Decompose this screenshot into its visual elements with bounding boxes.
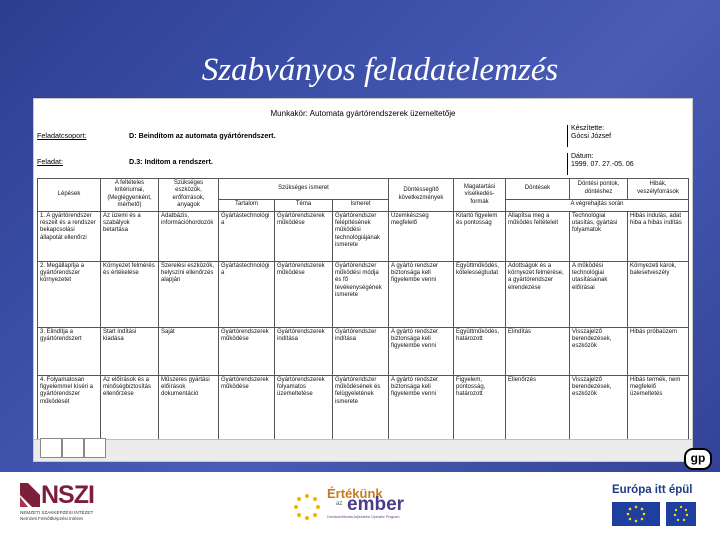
gp-badge: gp: [684, 448, 712, 470]
cell-magatartas: Együttműködés, kötelességtudat: [454, 261, 506, 327]
cell-dontes: Állapítsa meg a működés feltételeit: [506, 211, 570, 261]
cell-tartalom: Gyártórendszerek működése: [219, 327, 275, 375]
nszi-subtitle-2: Nemzeti Felnőttképzési Intézet: [20, 516, 83, 521]
sheet-bottom-strip: [34, 439, 692, 462]
cell-ismeret: Gyártórendszer működésének és felügyeletének ismerete: [333, 375, 389, 451]
col-dontesi-pontok: Döntési pontok, döntéshez: [570, 179, 628, 200]
az-text: az: [336, 501, 343, 507]
col-lepesek: Lépések: [38, 179, 101, 212]
cell-lepes: 3. Elindítja a gyártórendszert: [38, 327, 101, 375]
col-dontessegito: Döntéssegítő következmények: [389, 179, 454, 212]
cell-tema: Gyártórendszerek indítása: [275, 327, 333, 375]
cell-ismeret: Gyártórendszer felépítésének mûködési technológiájának ismerete: [333, 211, 389, 261]
cell-tema: Gyártórendszerek működése: [275, 261, 333, 327]
col-eszkozok: Szükséges eszközök, erőforrások, anyagok: [159, 179, 219, 212]
cell-kovetkezmeny: Üzemkészség megfelelő: [389, 211, 454, 261]
cell-lepes: 1. A gyártórendszer részeit és a rendszer bekapcsolási állapotát ellenőrzi: [38, 211, 101, 261]
datum-label: Dátum:: [571, 153, 594, 160]
embedded-logo-right: [84, 438, 106, 458]
cell-kovetkezmeny: A gyártó rendszer biztonsága kell figyelembe venni: [389, 261, 454, 327]
cell-ismeret: Gyártórendszer működési módja és fő tevékenységének ismerete: [333, 261, 389, 327]
cell-feltetel: Az üzemi és a szabályok betartása: [101, 211, 159, 261]
feladat-line: [37, 157, 437, 167]
cell-hiba: Környezeti károk, balesetveszély: [628, 261, 689, 327]
keszitette-value: Gócsi József: [571, 133, 612, 140]
nszi-logo-text: NSZI: [41, 481, 94, 509]
footer-band: [0, 472, 720, 540]
cell-dontes: Adottságok és a környezet felmérése, a gyártórendszer elrendezése: [506, 261, 570, 327]
europa-itt-epul-text: Európa itt épül: [612, 484, 693, 496]
cell-magatartas: Figyelem, pontosság, határozott: [454, 375, 506, 451]
slide-title: Szabványos feladatelemzés: [201, 52, 559, 88]
cell-tartalom: Gyártástechnológia: [219, 261, 275, 327]
cell-feltetel: Az előírások és a minőségbiztosítás ellenőrzése: [101, 375, 159, 451]
cell-lepes: 2. Megállapítja a gyártórendszer környezetet: [38, 261, 101, 327]
col-ismeret: Ismeret: [333, 199, 389, 211]
cell-tema: Gyártórendszerek folyamatos üzemeltetése: [275, 375, 333, 451]
nszi-mark-icon: [20, 483, 40, 507]
col-feltetelek: A feltételes kritériumai, (Meglégyenként, mérhető): [101, 179, 159, 212]
nszi-subtitle: [20, 510, 93, 522]
col-magatartas: Magatartási viselkedés-formák: [454, 179, 506, 212]
feladatcsoport-value: D: Beindítom az automata gyártórendszert.: [129, 131, 276, 140]
cell-tema: Gyártórendszerek működése: [275, 211, 333, 261]
cell-dontesi: A működési technológiai utasításainak előírásai: [570, 261, 628, 327]
cell-eszkoz: Műszeres gyártási előírások dokumentáció: [159, 375, 219, 451]
ertekunk-text: Értékünk: [327, 486, 383, 501]
datum-box: [567, 153, 691, 175]
col-szukseges-ismeret: Szükséges ismeret: [219, 179, 389, 200]
cell-kovetkezmeny: A gyártó rendszer biztonsága kell figyelembe venni: [389, 327, 454, 375]
table-row: [38, 261, 689, 327]
keszitette-box: [567, 125, 681, 147]
sheet-title: Munkakör: Automata gyártórendszerek üzemeltetője: [270, 109, 456, 118]
eu-flag-secondary-icon: [666, 502, 696, 526]
col-dontesek: Döntések: [506, 179, 570, 200]
cell-magatartas: Együttműködés, határozott: [454, 327, 506, 375]
col-hibak: Hibák, veszélyforrások: [628, 179, 689, 200]
cell-tartalom: Gyártórendszerek működése: [219, 375, 275, 451]
cell-dontes: Ellenőrzés: [506, 375, 570, 451]
table-row: [38, 327, 689, 375]
cell-magatartas: Kitartó figyelem és pontosság: [454, 211, 506, 261]
cell-ismeret: Gyártórendszer indítása: [333, 327, 389, 375]
cell-kovetkezmeny: A gyártó rendszer biztonsága kell figyelembe venni: [389, 375, 454, 451]
col-vegrehajtas: A végrehajtás során: [506, 199, 689, 211]
cell-feltetel: Környezet felmérés és értékelése: [101, 261, 159, 327]
table-header-row: [38, 179, 689, 200]
feladat-label: Feladat:: [37, 157, 63, 166]
cell-eszkoz: Adatbázis, információhordozók: [159, 211, 219, 261]
cell-lepes: 4. Folyamatosan figyelemmel kíséri a gyártórendszer működését: [38, 375, 101, 451]
cell-hiba: Hibás termék, nem megfelelő üzemeltetés: [628, 375, 689, 451]
feladatcsoport-line: [37, 131, 437, 141]
feladatcsoport-label: Feladatcsoport:: [37, 131, 87, 140]
ertekunk-subtitle: Humánerőforrás-fejlesztési Operatív Program: [327, 515, 400, 519]
cell-dontesi: Visszajelző berendezések, eszközök: [570, 375, 628, 451]
cell-eszkoz: Szerelési eszközök, helyszíni ellenőrzés alapján: [159, 261, 219, 327]
col-tartalom: Tartalom: [219, 199, 275, 211]
feladat-value: D.3: Indítom a rendszert.: [129, 157, 213, 166]
ember-text: ember: [347, 494, 405, 515]
nszi-subtitle-1: NEMZETI SZAKKÉPZÉSI INTÉZET: [20, 510, 94, 515]
cell-dontesi: Technológiai utasítás, gyártási folyamatok: [570, 211, 628, 261]
eu-flag-icon: [612, 502, 660, 526]
cell-feltetel: Start indítási kiadása: [101, 327, 159, 375]
task-analysis-sheet: [33, 98, 693, 462]
cell-dontes: Elindítás: [506, 327, 570, 375]
datum-value: 1999. 07. 27.-05. 06: [571, 161, 634, 168]
keszitette-label: Készítette:: [571, 125, 605, 132]
cell-hiba: Hibás indulás, adat hiba a hibás indítás: [628, 211, 689, 261]
cell-tartalom: Gyártástechnológia: [219, 211, 275, 261]
embedded-logo-left: [40, 438, 62, 458]
embedded-logo-middle: [62, 438, 84, 458]
analysis-table: [37, 178, 689, 452]
cell-eszkoz: Saját: [159, 327, 219, 375]
col-tema: Téma: [275, 199, 333, 211]
eu-stars-icon: [292, 492, 322, 522]
cell-hiba: Hibás próbaüzem: [628, 327, 689, 375]
cell-dontesi: Visszajelző berendezések, eszközök: [570, 327, 628, 375]
table-row: [38, 211, 689, 261]
